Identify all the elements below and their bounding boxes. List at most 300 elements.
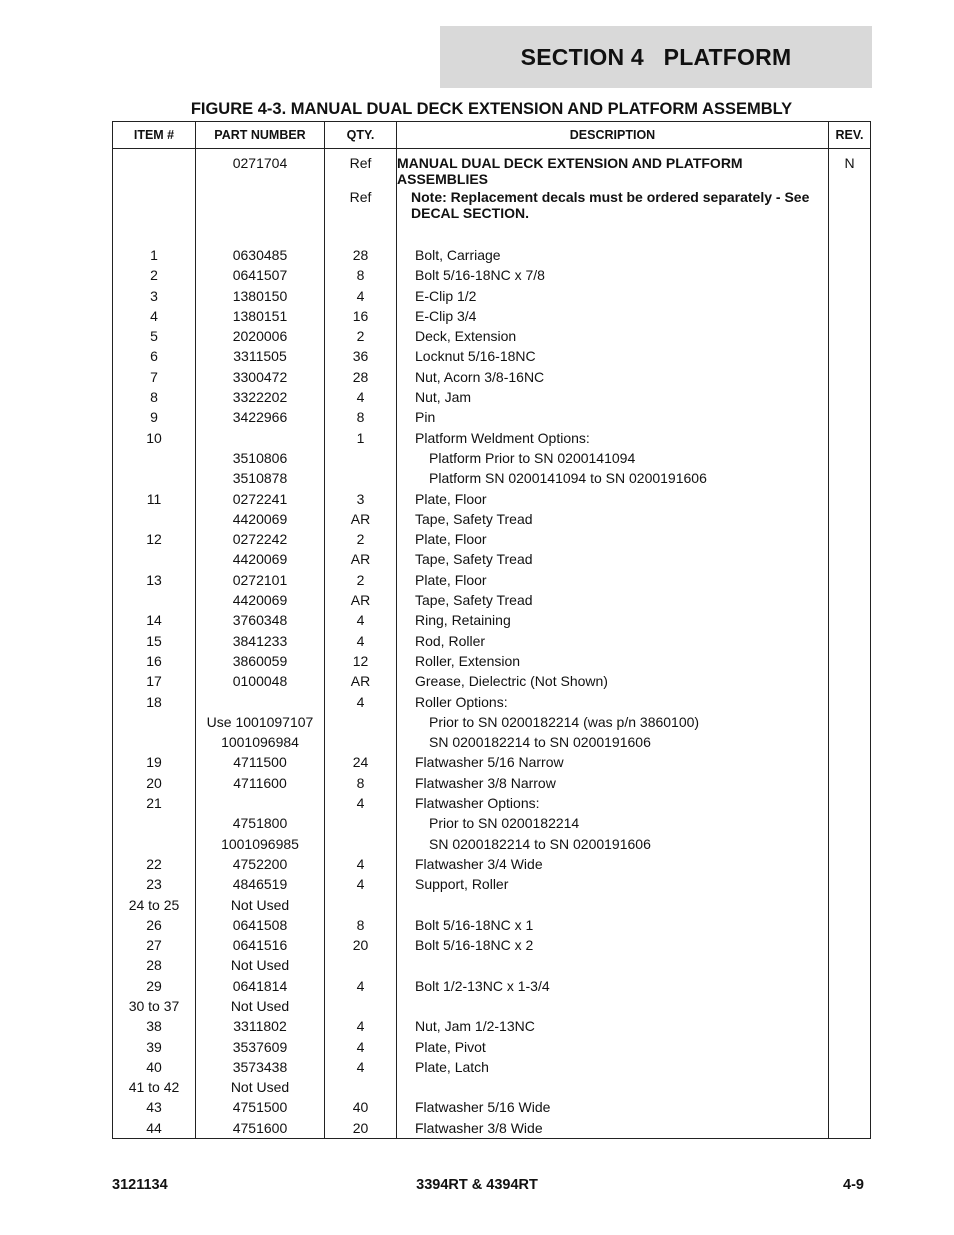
description-text: Plate, Floor bbox=[415, 531, 487, 548]
rev-cell bbox=[829, 286, 871, 306]
description-cell bbox=[397, 1057, 829, 1077]
table-row bbox=[113, 468, 871, 488]
description-cell bbox=[397, 387, 829, 407]
table-row bbox=[113, 1037, 871, 1057]
part-number-cell: 1380151 bbox=[196, 306, 325, 326]
rev-cell bbox=[829, 590, 871, 610]
description-cell bbox=[397, 448, 829, 468]
section-header bbox=[440, 26, 872, 88]
description-text: E-Clip 3/4 bbox=[415, 307, 477, 324]
description-cell bbox=[397, 773, 829, 793]
item-cell: 21 bbox=[113, 793, 196, 813]
part-number-cell: 0641507 bbox=[196, 265, 325, 285]
part-number-cell: 4752200 bbox=[196, 854, 325, 874]
rev-cell bbox=[829, 448, 871, 468]
table-header-row bbox=[113, 122, 871, 149]
qty-cell bbox=[325, 732, 397, 752]
rev-cell bbox=[829, 549, 871, 569]
item-cell: 8 bbox=[113, 387, 196, 407]
item-cell bbox=[113, 549, 196, 569]
rev-cell bbox=[829, 1037, 871, 1057]
qty-cell: 8 bbox=[325, 915, 397, 935]
part-number-cell: 3510878 bbox=[196, 468, 325, 488]
qty-cell: 4 bbox=[325, 1057, 397, 1077]
description-cell bbox=[397, 1118, 829, 1138]
part-number-cell: 4420069 bbox=[196, 590, 325, 610]
rev-cell bbox=[829, 955, 871, 975]
part-number-cell: Not Used bbox=[196, 1077, 325, 1097]
part-number-cell: 0272242 bbox=[196, 529, 325, 549]
qty-cell: 4 bbox=[325, 976, 397, 996]
item-cell: 23 bbox=[113, 874, 196, 894]
description-text: Deck, Extension bbox=[415, 328, 517, 345]
part-number-cell: 3760348 bbox=[196, 610, 325, 630]
part-number-cell: 4420069 bbox=[196, 509, 325, 529]
description-cell bbox=[397, 996, 829, 1016]
description-cell bbox=[397, 326, 829, 346]
rev-cell bbox=[829, 976, 871, 996]
col-header-qty: QTY. bbox=[325, 122, 397, 149]
table-row bbox=[113, 773, 871, 793]
qty-cell bbox=[325, 813, 397, 833]
rev-cell bbox=[829, 935, 871, 955]
description-cell bbox=[397, 1016, 829, 1036]
qty-cell: 4 bbox=[325, 874, 397, 894]
part-number-cell: 4751800 bbox=[196, 813, 325, 833]
part-number-cell: 0100048 bbox=[196, 671, 325, 691]
rev-cell bbox=[829, 346, 871, 366]
table-row bbox=[113, 671, 871, 691]
part-number-cell: 4420069 bbox=[196, 549, 325, 569]
part-number-cell: 4711500 bbox=[196, 752, 325, 772]
part-number-cell: Not Used bbox=[196, 895, 325, 915]
item-cell: 15 bbox=[113, 631, 196, 651]
description-cell bbox=[397, 468, 829, 488]
description-text: Platform Weldment Options: bbox=[415, 429, 590, 446]
qty-cell: AR bbox=[325, 549, 397, 569]
part-number-cell: 3311505 bbox=[196, 346, 325, 366]
description-cell bbox=[397, 854, 829, 874]
part-number-cell: 0630485 bbox=[196, 245, 325, 265]
qty-cell: 20 bbox=[325, 1118, 397, 1138]
part-number-cell: 0272101 bbox=[196, 570, 325, 590]
rev-cell bbox=[829, 834, 871, 854]
description-cell bbox=[397, 752, 829, 772]
rev-cell bbox=[829, 570, 871, 590]
item-cell: 17 bbox=[113, 671, 196, 691]
rev-cell bbox=[829, 1057, 871, 1077]
description-cell bbox=[397, 874, 829, 894]
table-row bbox=[113, 387, 871, 407]
rev-cell bbox=[829, 187, 871, 245]
rev-cell bbox=[829, 915, 871, 935]
item-cell bbox=[113, 732, 196, 752]
part-number-cell: 4751500 bbox=[196, 1097, 325, 1117]
rev-cell bbox=[829, 732, 871, 752]
qty-cell: 2 bbox=[325, 570, 397, 590]
table-row bbox=[113, 752, 871, 772]
item-cell: 40 bbox=[113, 1057, 196, 1077]
rev-cell bbox=[829, 1118, 871, 1138]
description-text: Ring, Retaining bbox=[415, 612, 511, 629]
rev-cell bbox=[829, 996, 871, 1016]
rev-cell bbox=[829, 468, 871, 488]
description-cell bbox=[397, 610, 829, 630]
description-text: Bolt 5/16-18NC x 1 bbox=[415, 916, 534, 933]
description-cell bbox=[397, 976, 829, 996]
part-number-cell: 0272241 bbox=[196, 489, 325, 509]
part-number-cell bbox=[196, 428, 325, 448]
item-cell bbox=[113, 813, 196, 833]
qty-cell: 40 bbox=[325, 1097, 397, 1117]
item-cell: 22 bbox=[113, 854, 196, 874]
description-cell bbox=[397, 712, 829, 732]
qty-cell: 28 bbox=[325, 367, 397, 387]
figure-title: FIGURE 4-3. MANUAL DUAL DECK EXTENSION AND PLATFORM ASSEMBLY bbox=[190, 100, 793, 118]
description-text: E-Clip 1/2 bbox=[415, 287, 477, 304]
rev-cell bbox=[829, 793, 871, 813]
part-number-cell: 0271704 bbox=[196, 149, 325, 188]
table-row bbox=[113, 489, 871, 509]
qty-cell: 4 bbox=[325, 387, 397, 407]
qty-cell: 4 bbox=[325, 286, 397, 306]
table-row bbox=[113, 834, 871, 854]
item-cell: 1 bbox=[113, 245, 196, 265]
description-text: Bolt 1/2-13NC x 1-3/4 bbox=[415, 977, 550, 994]
description-text: Nut, Acorn 3/8-16NC bbox=[415, 368, 545, 385]
part-number-cell: 3510806 bbox=[196, 448, 325, 468]
part-number-cell: 4846519 bbox=[196, 874, 325, 894]
table-row bbox=[113, 732, 871, 752]
rev-cell bbox=[829, 813, 871, 833]
part-number-cell: 1001096985 bbox=[196, 834, 325, 854]
description-cell bbox=[397, 732, 829, 752]
qty-cell: Ref bbox=[325, 187, 397, 245]
item-cell bbox=[113, 509, 196, 529]
description-text: Platform Prior to SN 0200141094 bbox=[429, 449, 636, 466]
item-cell: 43 bbox=[113, 1097, 196, 1117]
item-cell: 5 bbox=[113, 326, 196, 346]
table-row bbox=[113, 955, 871, 975]
description-cell bbox=[397, 651, 829, 671]
table-row bbox=[113, 346, 871, 366]
item-cell: 38 bbox=[113, 1016, 196, 1036]
description-cell bbox=[397, 489, 829, 509]
description-text: Bolt 5/16-18NC x 2 bbox=[415, 937, 534, 954]
part-number-cell: 3422966 bbox=[196, 407, 325, 427]
item-cell: 7 bbox=[113, 367, 196, 387]
table-row bbox=[113, 1016, 871, 1036]
item-cell: 10 bbox=[113, 428, 196, 448]
qty-cell: 2 bbox=[325, 326, 397, 346]
description-cell bbox=[397, 529, 829, 549]
item-cell bbox=[113, 448, 196, 468]
table-row bbox=[113, 265, 871, 285]
item-cell bbox=[113, 149, 196, 188]
part-number-cell: 4711600 bbox=[196, 773, 325, 793]
description-cell bbox=[397, 549, 829, 569]
part-number-cell: 3841233 bbox=[196, 631, 325, 651]
description-cell bbox=[397, 286, 829, 306]
item-cell: 29 bbox=[113, 976, 196, 996]
rev-cell bbox=[829, 1097, 871, 1117]
table-row bbox=[113, 610, 871, 630]
table-row bbox=[113, 590, 871, 610]
table-row bbox=[113, 570, 871, 590]
description-cell bbox=[397, 915, 829, 935]
description-text: Pin bbox=[415, 409, 436, 426]
rev-cell bbox=[829, 407, 871, 427]
qty-cell bbox=[325, 955, 397, 975]
item-cell: 11 bbox=[113, 489, 196, 509]
description-text: Prior to SN 0200182214 (was p/n 3860100) bbox=[429, 713, 700, 730]
part-number-cell: 3322202 bbox=[196, 387, 325, 407]
item-cell: 20 bbox=[113, 773, 196, 793]
col-header-part-number: PART NUMBER bbox=[196, 122, 325, 149]
description-text: Locknut 5/16-18NC bbox=[415, 348, 536, 365]
description-text: SN 0200182214 to SN 0200191606 bbox=[429, 734, 651, 751]
item-cell: 30 to 37 bbox=[113, 996, 196, 1016]
table-row bbox=[113, 1077, 871, 1097]
part-number-cell: 1001096984 bbox=[196, 732, 325, 752]
table-row bbox=[113, 149, 871, 188]
qty-cell bbox=[325, 448, 397, 468]
qty-cell bbox=[325, 996, 397, 1016]
description-cell bbox=[397, 407, 829, 427]
part-number-cell: 0641814 bbox=[196, 976, 325, 996]
table-row bbox=[113, 326, 871, 346]
col-header-item: ITEM # bbox=[113, 122, 196, 149]
table-row bbox=[113, 448, 871, 468]
item-cell: 16 bbox=[113, 651, 196, 671]
col-header-rev: REV. bbox=[829, 122, 871, 149]
rev-cell bbox=[829, 1016, 871, 1036]
description-cell bbox=[397, 590, 829, 610]
qty-cell: 8 bbox=[325, 773, 397, 793]
table-row bbox=[113, 187, 871, 245]
section-title: SECTION 4 PLATFORM bbox=[520, 43, 792, 70]
description-cell bbox=[397, 1097, 829, 1117]
description-text: Bolt 5/16-18NC x 7/8 bbox=[415, 267, 545, 284]
part-number-cell: 3537609 bbox=[196, 1037, 325, 1057]
qty-cell: 4 bbox=[325, 610, 397, 630]
qty-cell: 24 bbox=[325, 752, 397, 772]
description-text: Tape, Safety Tread bbox=[415, 551, 533, 568]
qty-cell: 1 bbox=[325, 428, 397, 448]
table-row bbox=[113, 509, 871, 529]
description-text: SN 0200182214 to SN 0200191606 bbox=[429, 835, 651, 852]
rev-cell bbox=[829, 387, 871, 407]
table-row bbox=[113, 874, 871, 894]
rev-cell bbox=[829, 854, 871, 874]
part-number-cell: 3311802 bbox=[196, 1016, 325, 1036]
item-cell: 28 bbox=[113, 955, 196, 975]
table-row bbox=[113, 407, 871, 427]
description-text: Plate, Floor bbox=[415, 571, 487, 588]
description-cell bbox=[397, 834, 829, 854]
qty-cell: 4 bbox=[325, 1037, 397, 1057]
rev-cell bbox=[829, 671, 871, 691]
note-text: Note: Replacement decals must be ordered separately - See DECAL SECTION. bbox=[411, 189, 810, 221]
description-text: Platform SN 0200141094 to SN 0200191606 bbox=[429, 470, 707, 487]
description-cell bbox=[397, 245, 829, 265]
description-text: Prior to SN 0200182214 bbox=[429, 815, 580, 832]
item-cell bbox=[113, 834, 196, 854]
description-text: Bolt, Carriage bbox=[415, 247, 501, 263]
item-cell: 27 bbox=[113, 935, 196, 955]
description-text: Roller Options: bbox=[415, 693, 508, 710]
rev-cell bbox=[829, 529, 871, 549]
table-row bbox=[113, 1097, 871, 1117]
table-row bbox=[113, 854, 871, 874]
part-number-cell bbox=[196, 187, 325, 245]
rev-cell bbox=[829, 651, 871, 671]
part-number-cell: 0641516 bbox=[196, 935, 325, 955]
qty-cell: 4 bbox=[325, 854, 397, 874]
item-cell: 2 bbox=[113, 265, 196, 285]
rev-cell bbox=[829, 610, 871, 630]
item-cell bbox=[113, 590, 196, 610]
description-text: Nut, Jam bbox=[415, 389, 472, 406]
description-cell bbox=[397, 631, 829, 651]
part-number-cell: 3300472 bbox=[196, 367, 325, 387]
item-cell bbox=[113, 712, 196, 732]
qty-cell: AR bbox=[325, 671, 397, 691]
qty-cell: 2 bbox=[325, 529, 397, 549]
qty-cell: Ref bbox=[325, 149, 397, 188]
part-number-cell bbox=[196, 692, 325, 712]
item-cell: 39 bbox=[113, 1037, 196, 1057]
item-cell bbox=[113, 468, 196, 488]
table-row bbox=[113, 631, 871, 651]
rev-cell bbox=[829, 265, 871, 285]
description-text: Flatwasher 3/4 Wide bbox=[415, 855, 543, 872]
description-cell: MANUAL DUAL DECK EXTENSION AND PLATFORM ASSEMBLIES bbox=[397, 149, 829, 188]
col-header-description: DESCRIPTION bbox=[397, 122, 829, 149]
description-text: Flatwasher Options: bbox=[415, 795, 540, 812]
item-cell: 18 bbox=[113, 692, 196, 712]
description-text: Nut, Jam 1/2-13NC bbox=[415, 1018, 535, 1035]
table-row bbox=[113, 367, 871, 387]
qty-cell bbox=[325, 468, 397, 488]
item-cell: 14 bbox=[113, 610, 196, 630]
rev-cell bbox=[829, 874, 871, 894]
description-cell bbox=[397, 367, 829, 387]
table-row bbox=[113, 712, 871, 732]
table-row bbox=[113, 692, 871, 712]
description-cell bbox=[397, 935, 829, 955]
rev-cell bbox=[829, 712, 871, 732]
qty-cell: AR bbox=[325, 590, 397, 610]
rev-cell bbox=[829, 1077, 871, 1097]
table-row bbox=[113, 1057, 871, 1077]
description-text: Tape, Safety Tread bbox=[415, 592, 533, 609]
part-number-cell: 3860059 bbox=[196, 651, 325, 671]
item-cell: 6 bbox=[113, 346, 196, 366]
qty-cell: 16 bbox=[325, 306, 397, 326]
item-cell: 44 bbox=[113, 1118, 196, 1138]
table-row bbox=[113, 813, 871, 833]
description-cell bbox=[397, 671, 829, 691]
description-text: Flatwasher 3/8 Wide bbox=[415, 1119, 543, 1136]
qty-cell bbox=[325, 1077, 397, 1097]
qty-cell: 20 bbox=[325, 935, 397, 955]
description-cell bbox=[397, 813, 829, 833]
item-cell: 26 bbox=[113, 915, 196, 935]
rev-cell bbox=[829, 895, 871, 915]
qty-cell: 8 bbox=[325, 407, 397, 427]
part-number-cell bbox=[196, 793, 325, 813]
table-row bbox=[113, 976, 871, 996]
description-cell bbox=[397, 793, 829, 813]
description-cell bbox=[397, 1037, 829, 1057]
table-row bbox=[113, 1118, 871, 1138]
footer-page-number: 4-9 bbox=[843, 1177, 864, 1193]
description-cell bbox=[397, 692, 829, 712]
description-text: Flatwasher 5/16 Narrow bbox=[415, 754, 564, 771]
rev-cell bbox=[829, 428, 871, 448]
table-row bbox=[113, 245, 871, 265]
part-number-cell: 0641508 bbox=[196, 915, 325, 935]
table-row bbox=[113, 895, 871, 915]
table-row bbox=[113, 306, 871, 326]
rev-cell bbox=[829, 692, 871, 712]
item-cell: 12 bbox=[113, 529, 196, 549]
qty-cell bbox=[325, 895, 397, 915]
qty-cell: AR bbox=[325, 509, 397, 529]
qty-cell: 8 bbox=[325, 265, 397, 285]
rev-cell bbox=[829, 509, 871, 529]
description-text: Plate, Pivot bbox=[415, 1038, 486, 1055]
description-text: Roller, Extension bbox=[415, 652, 521, 669]
description-cell bbox=[397, 1077, 829, 1097]
item-cell: 9 bbox=[113, 407, 196, 427]
rev-cell bbox=[829, 631, 871, 651]
qty-cell bbox=[325, 712, 397, 732]
rev-cell bbox=[829, 326, 871, 346]
rev-cell bbox=[829, 306, 871, 326]
description-text: Rod, Roller bbox=[415, 632, 486, 649]
qty-cell: 12 bbox=[325, 651, 397, 671]
item-cell: 24 to 25 bbox=[113, 895, 196, 915]
rev-cell bbox=[829, 245, 871, 265]
item-cell: 4 bbox=[113, 306, 196, 326]
item-cell: 19 bbox=[113, 752, 196, 772]
part-number-cell: 1380150 bbox=[196, 286, 325, 306]
qty-cell: 4 bbox=[325, 692, 397, 712]
rev-cell bbox=[829, 489, 871, 509]
table-row bbox=[113, 935, 871, 955]
qty-cell: 4 bbox=[325, 793, 397, 813]
item-cell bbox=[113, 187, 196, 245]
part-number-cell: 2020006 bbox=[196, 326, 325, 346]
table-row bbox=[113, 915, 871, 935]
table-row bbox=[113, 996, 871, 1016]
description-cell bbox=[397, 570, 829, 590]
description-text: Support, Roller bbox=[415, 876, 509, 893]
part-number-cell: Use 1001097107 bbox=[196, 712, 325, 732]
qty-cell: 4 bbox=[325, 631, 397, 651]
description-cell bbox=[397, 955, 829, 975]
qty-cell: 4 bbox=[325, 1016, 397, 1036]
item-cell: 41 to 42 bbox=[113, 1077, 196, 1097]
parts-table bbox=[112, 121, 871, 1139]
description-text: Plate, Floor bbox=[415, 490, 487, 507]
item-cell: 13 bbox=[113, 570, 196, 590]
description-cell bbox=[397, 895, 829, 915]
footer-model: 3394RT & 4394RT bbox=[416, 1177, 538, 1193]
description-cell bbox=[397, 265, 829, 285]
